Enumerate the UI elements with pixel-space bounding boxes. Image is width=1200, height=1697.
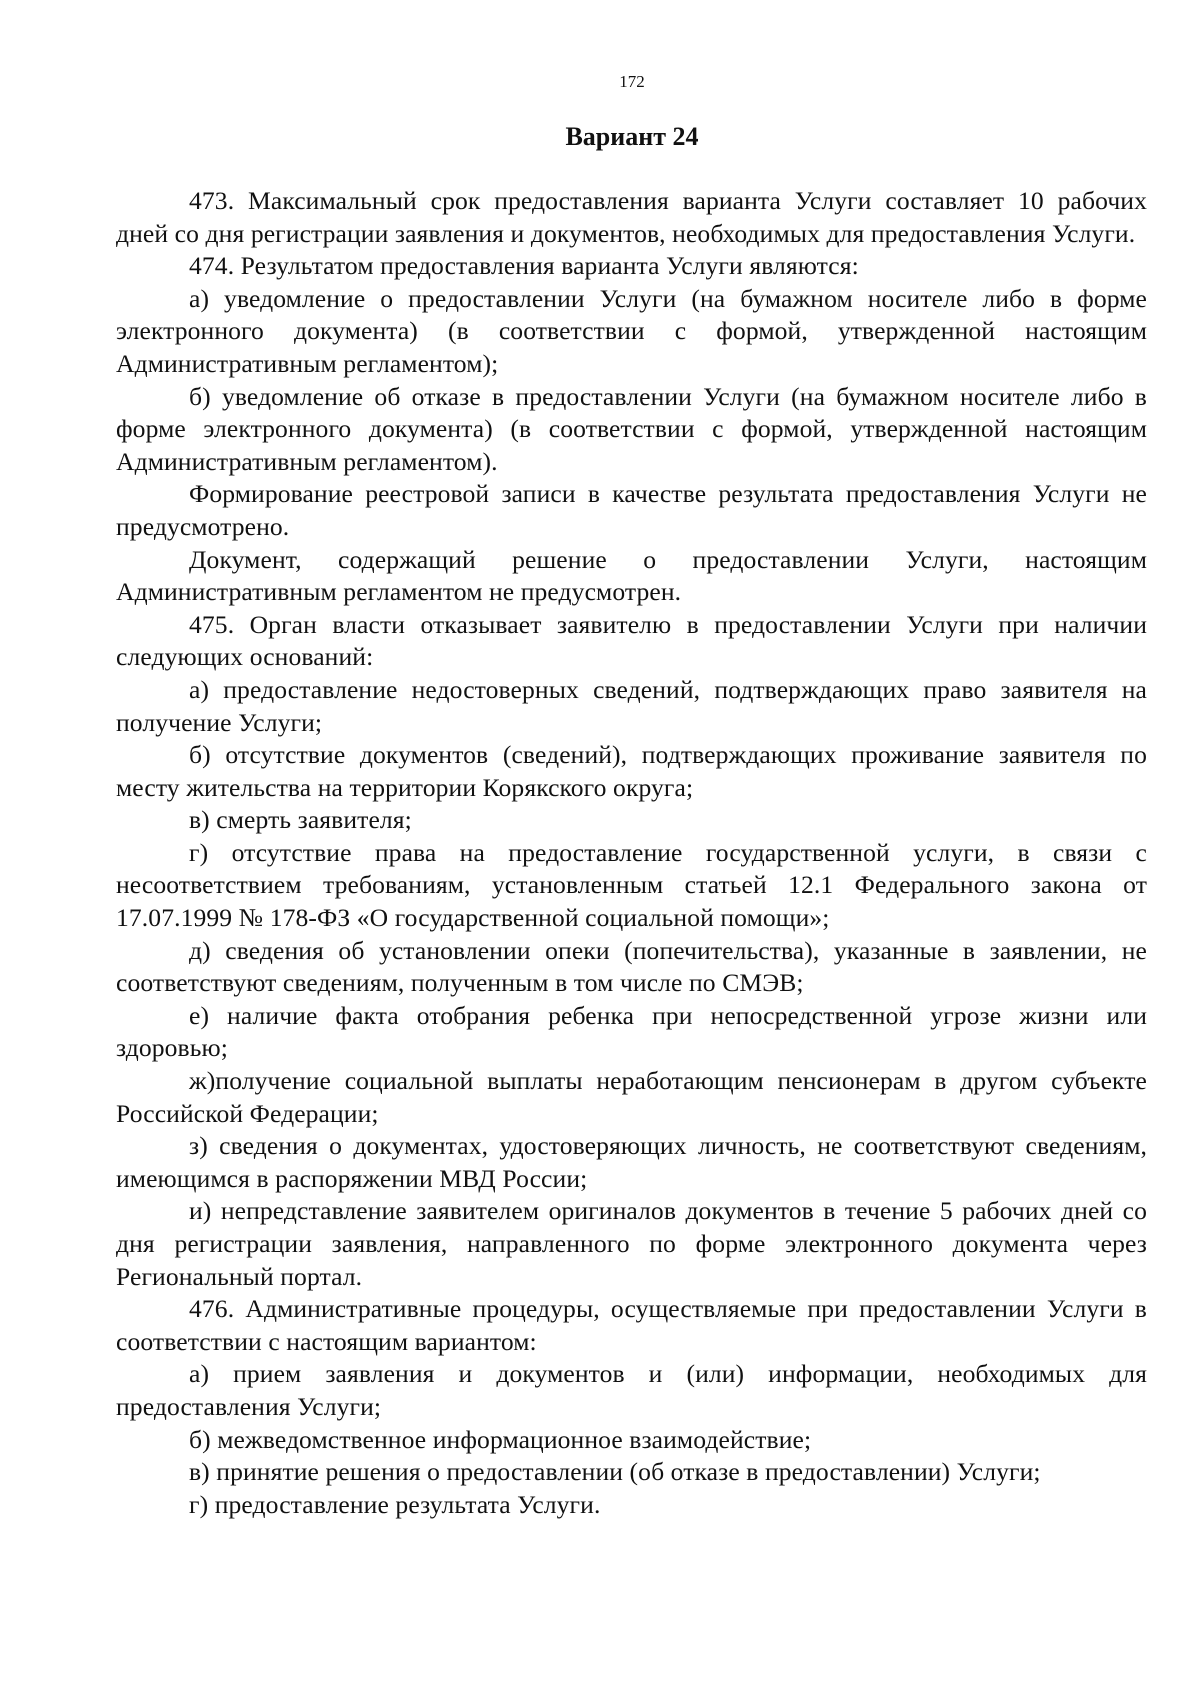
list-item-475-a: а) предоставление недостоверных сведений, подтверждающих право заявителя на получение Услуги; [116,674,1147,737]
section-heading: Вариант 24 [565,122,699,151]
list-item-475-zh: ж)получение социальной выплаты неработающим пенсионерам в другом субъекте Российской Федерации; [116,1066,1147,1128]
list-item-474-a: а) уведомление о предоставлении Услуги (на бумажном носителе либо в форме электронного документа) (в соответствии с формой, утвержденной настоящим Административным регламентом); [116,283,1147,378]
page-number: 172 [619,72,645,91]
list-item-475-z: з) сведения о документах, удостоверяющих личность, не соответствуют сведениям, имеющимся в распоряжении МВД России; [116,1131,1147,1193]
list-item-475-v: в) смерть заявителя; [189,805,412,835]
document-body [116,185,1147,1521]
paragraph-decision-document: Документ, содержащий решение о предоставлении Услуги, настоящим Административным регламентом не предусмотрен. [116,544,1147,607]
paragraph-475: 475. Орган власти отказывает заявителю в предоставлении Услуги при наличии следующих оснований: [116,609,1147,672]
list-item-476-a: а) прием заявления и документов и (или) информации, необходимых для предоставления Услуги; [116,1359,1147,1421]
paragraph-476: 476. Административные процедуры, осуществляемые при предоставлении Услуги в соответствии с настоящим вариантом: [116,1294,1147,1356]
list-item-475-i: и) непредставление заявителем оригиналов документов в течение 5 рабочих дней со дня регистрации заявления, направленного по форме электронного документа через Региональный портал. [116,1196,1147,1291]
list-item-476-b: б) межведомственное информационное взаимодействие; [189,1424,812,1454]
list-item-474-b: б) уведомление об отказе в предоставлении Услуги (на бумажном носителе либо в форме электронного документа) (в соответствии с формой, утвержденной настоящим Административным регламентом). [116,381,1147,476]
list-item-475-e: е) наличие факта отобрания ребенка при непосредственной угрозе жизни или здоровью; [116,1000,1147,1063]
paragraph-registry-record: Формирование реестровой записи в качестве результата предоставления Услуги не предусмотрено. [116,479,1147,541]
paragraph-473: 473. Максимальный срок предоставления варианта Услуги составляет 10 рабочих дней со дня регистрации заявления и документов, необходимых для предоставления Услуги. [116,186,1147,248]
list-item-475-b: б) отсутствие документов (сведений), подтверждающих проживание заявителя по месту жительства на территории Корякского округа; [116,740,1147,802]
paragraph-474: 474. Результатом предоставления варианта Услуги являются: [189,251,859,281]
list-item-476-v: в) принятие решения о предоставлении (об отказе в предоставлении) Услуги; [189,1457,1041,1487]
list-item-475-g: г) отсутствие права на предоставление государственной услуги, в связи с несоответствием требованиям, установленным статьей 12.1 Федерального закона от 17.07.1999 № 178-ФЗ «О государственной социальной помощи»; [116,837,1147,933]
list-item-476-g: г) предоставление результата Услуги. [189,1489,601,1519]
list-item-475-d: д) сведения об установлении опеки (попечительства), указанные в заявлении, не соответствуют сведениям, полученным в том числе по СМЭВ; [116,935,1147,998]
